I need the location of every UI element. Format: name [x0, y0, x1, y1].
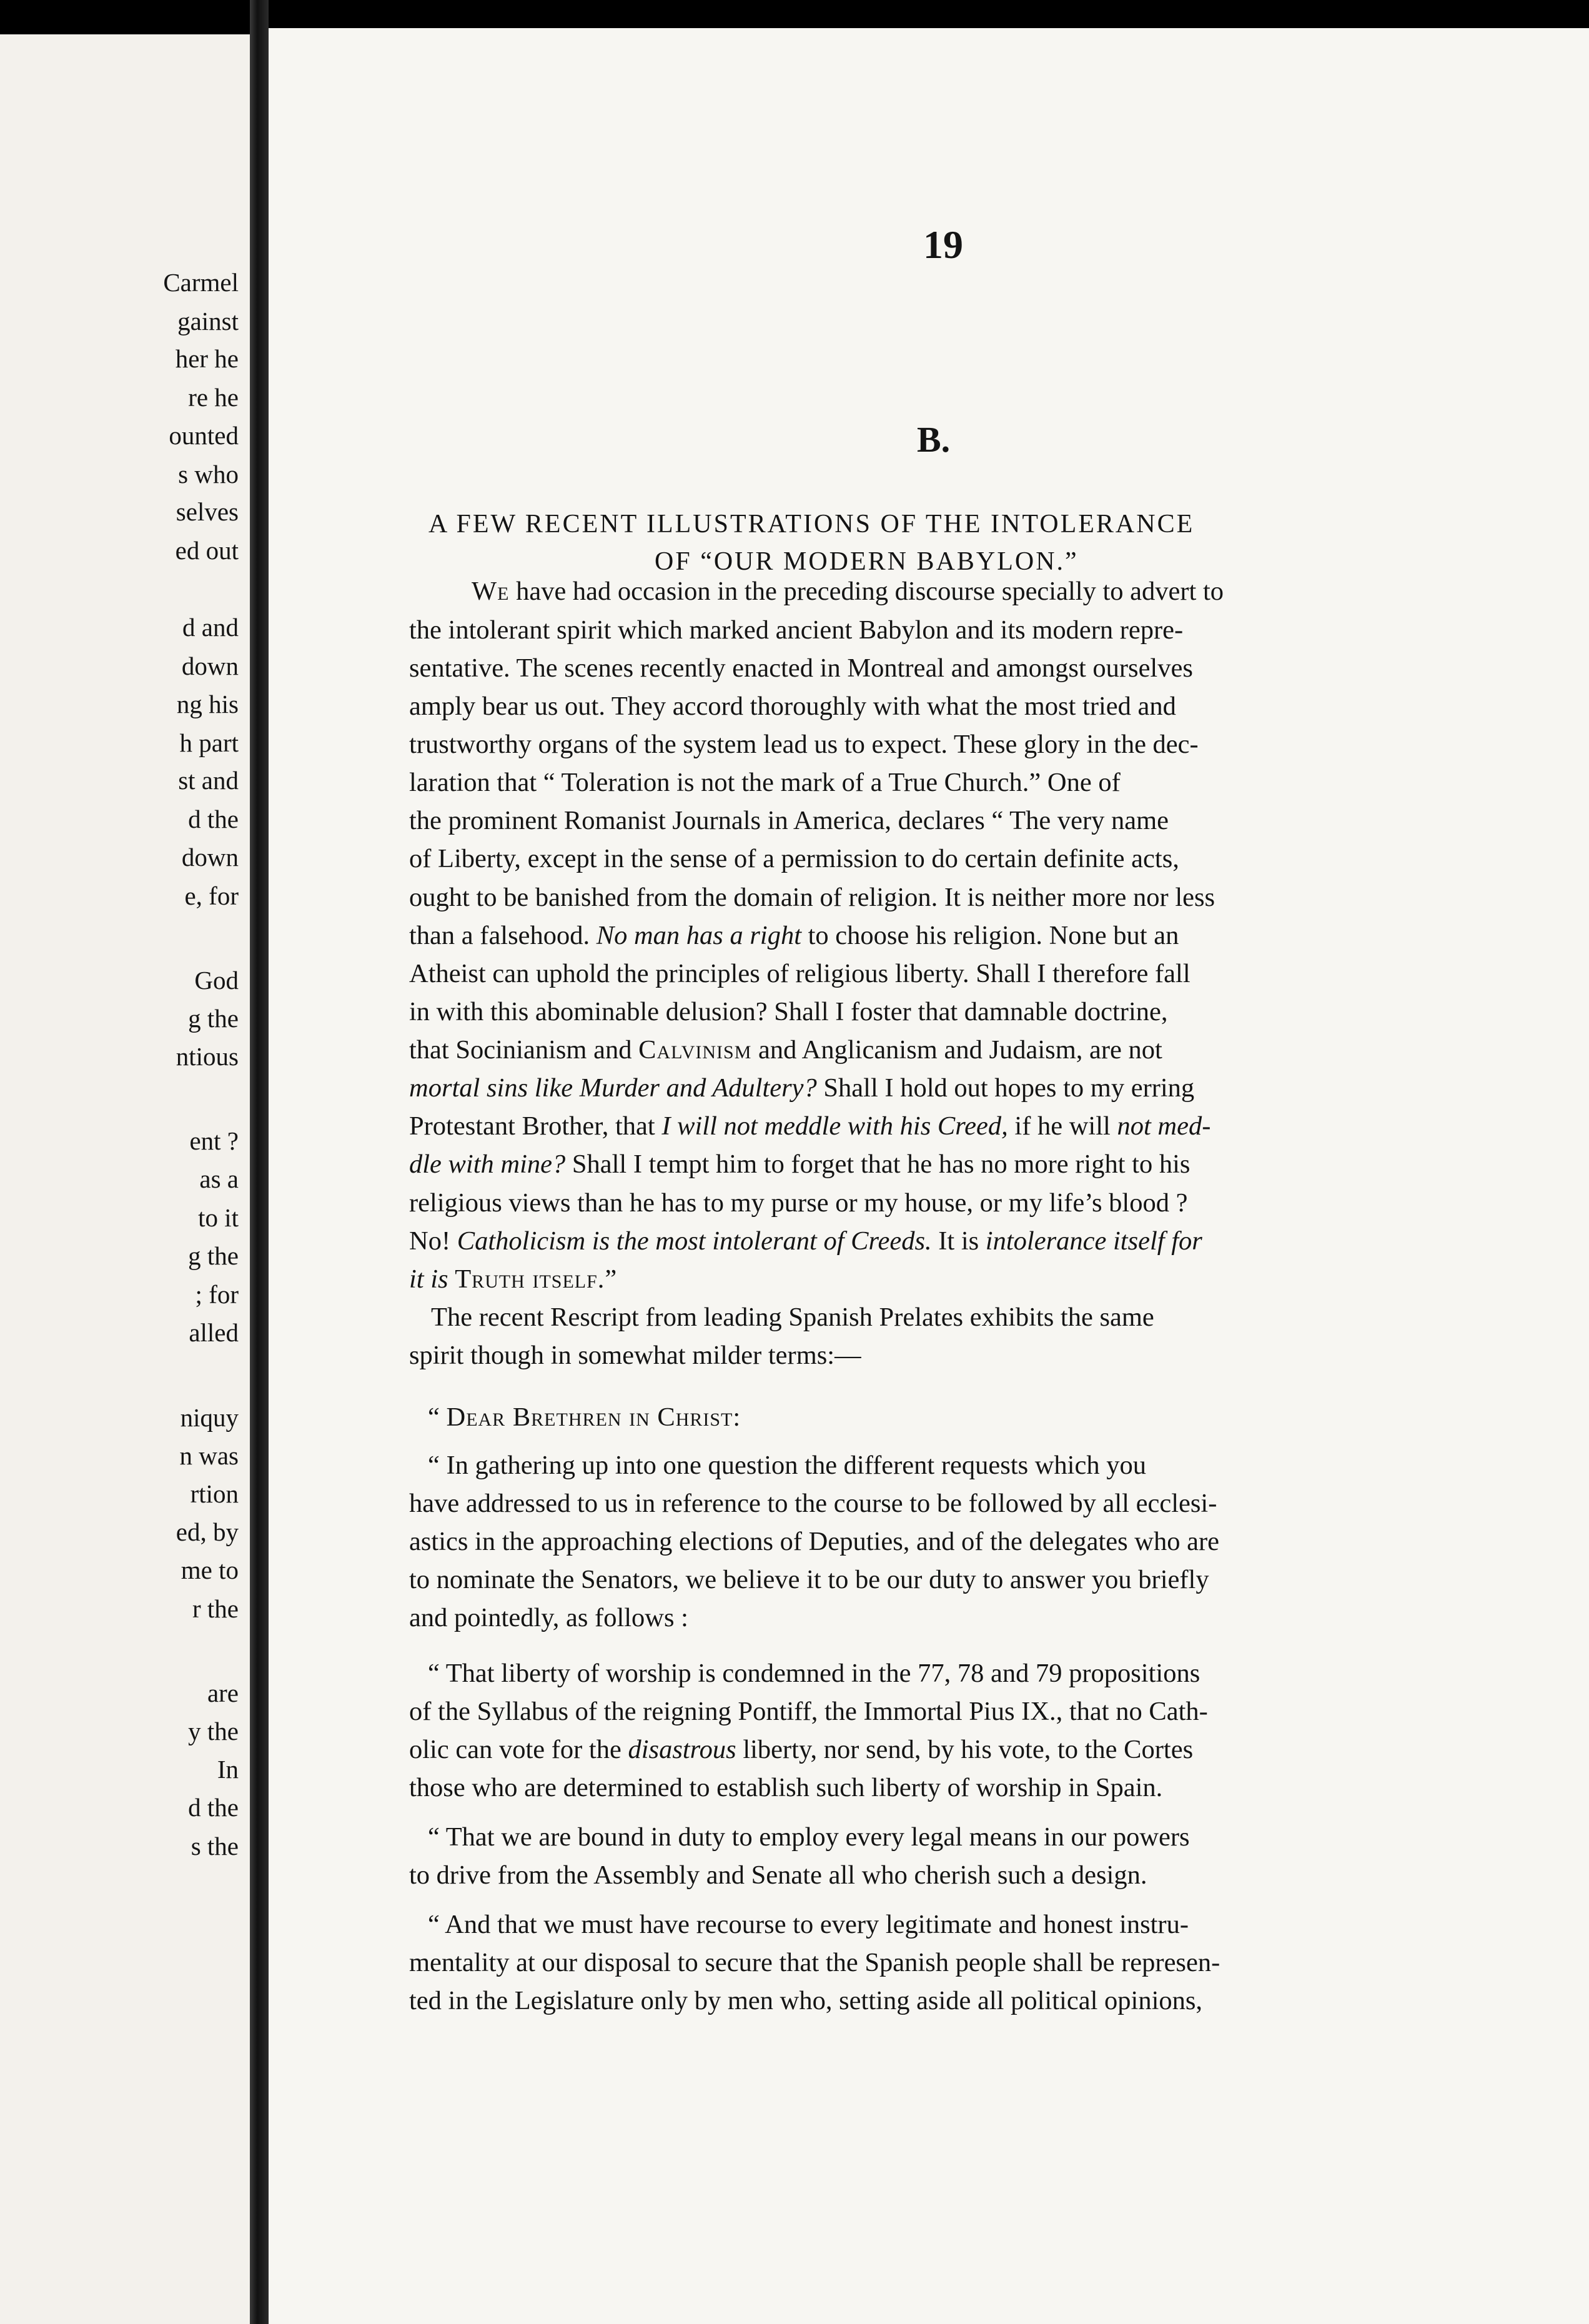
body-text-run: the intolerant spirit which marked ancient Babylon and its modern repre- [409, 615, 1184, 645]
body-text-run: olic can vote for the [409, 1735, 628, 1764]
facing-page-text-fragment: ent ? [189, 1126, 239, 1155]
book-page [269, 28, 1589, 2324]
body-text-run: No! [409, 1226, 457, 1256]
body-text-run: Calvinism [638, 1035, 752, 1065]
facing-page-text-fragment: r the [192, 1594, 239, 1623]
body-text-run: “ That liberty of worship is condemned in the 77, 78 and 79 propositions [428, 1659, 1200, 1688]
facing-page-text-fragment: ng his [176, 690, 239, 718]
body-line [428, 1452, 1146, 1479]
facing-page-text-fragment: down [181, 652, 239, 680]
body-text-run: Shall I tempt him to forget that he has no more right to his [565, 1150, 1191, 1179]
body-line [409, 1950, 1220, 1977]
facing-page-text-fragment: niquy [180, 1403, 239, 1432]
facing-page-text-fragment: ; for [195, 1280, 239, 1309]
facing-page-text-fragment: me to [181, 1556, 239, 1584]
facing-page-text-fragment: In [217, 1755, 239, 1784]
body-line [409, 655, 1193, 682]
body-line [409, 1862, 1147, 1889]
body-text-run: than a falsehood. [409, 921, 596, 950]
body-text-run: astics in the approaching elections of Deputies, and of the delegates who are [409, 1527, 1219, 1556]
body-line [409, 1567, 1209, 1594]
facing-page-text-fragment: g the [188, 1004, 239, 1033]
book-gutter [250, 0, 269, 2324]
facing-page-text-fragment: selves [176, 497, 239, 526]
body-text-run: not med- [1117, 1111, 1211, 1141]
body-text-run: sentative. The scenes recently enacted in Montreal and amongst ourselves [409, 653, 1193, 683]
body-text-run: if he will [1007, 1111, 1117, 1141]
body-line [428, 1404, 741, 1431]
body-line [409, 1343, 861, 1369]
facing-page-text-fragment: to it [198, 1203, 239, 1232]
body-text-run: Truth itself.” [455, 1264, 618, 1294]
body-line [409, 1775, 1162, 1802]
body-text-run: it is [409, 1264, 448, 1294]
body-line [409, 1075, 1194, 1102]
facing-page-text-fragment: s who [178, 460, 239, 489]
facing-page-text-fragment: alled [189, 1318, 239, 1347]
body-text-run: and Anglicanism and Judaism, are not [751, 1035, 1162, 1065]
facing-page-fragment [0, 34, 250, 2324]
body-line [409, 1190, 1187, 1217]
body-line [409, 1151, 1190, 1178]
body-line [428, 1661, 1200, 1687]
body-text-run: ted in the Legislature only by men who, setting aside all political opinions, [409, 1986, 1203, 2015]
body-text-run: Protestant Brother, that [409, 1111, 662, 1141]
facing-page-text-fragment: down [181, 843, 239, 872]
body-text-run: laration that “ Toleration is not the mark of a True Church.” One of [409, 768, 1121, 797]
body-text-run: liberty, nor send, by his vote, to the Cortes [736, 1735, 1194, 1764]
facing-page-text-fragment: s the [191, 1832, 239, 1860]
body-text-run: to choose his religion. None but an [801, 921, 1179, 950]
body-line [409, 1491, 1217, 1517]
facing-page-text-fragment: gainst [177, 307, 239, 335]
body-line [409, 1228, 1202, 1255]
body-line [409, 770, 1121, 797]
facing-page-text-fragment: re he [188, 383, 239, 412]
body-line [428, 1912, 1189, 1939]
body-text-run [448, 1264, 455, 1294]
facing-page-text-fragment: are [207, 1679, 239, 1707]
facing-page-text-fragment: ounted [169, 421, 239, 450]
body-line [409, 1529, 1219, 1556]
body-text-run: Dear Brethren in Christ: [446, 1403, 741, 1432]
section-letter: B. [917, 419, 951, 460]
body-text-run: the prominent Romanist Journals in America, declares “ The very name [409, 806, 1169, 835]
facing-page-text-fragment: her he [175, 344, 239, 373]
body-text-run: trustworthy organs of the system lead us to expect. These glory in the dec- [409, 730, 1199, 759]
body-text-run: intolerance itself for [985, 1226, 1202, 1256]
body-text-run: We [472, 577, 510, 606]
facing-page-text-fragment: ed, by [176, 1517, 239, 1546]
body-text-run: “ [428, 1403, 447, 1432]
facing-page-text-fragment: Carmel [163, 268, 239, 297]
body-text-run: of Liberty, except in the sense of a permission to do certain definite acts, [409, 844, 1179, 873]
facing-page-text-fragment: rtion [190, 1479, 239, 1508]
body-line [409, 961, 1191, 988]
body-text-run: No man has a right [596, 921, 801, 950]
facing-page-text-fragment: g the [188, 1241, 239, 1270]
body-line [409, 732, 1199, 758]
body-line [409, 808, 1169, 835]
body-line [409, 885, 1215, 911]
body-text-run: religious views than he has to my purse or my house, or my life’s blood ? [409, 1188, 1188, 1218]
body-text-run: spirit though in somewhat milder terms:— [409, 1341, 861, 1370]
body-line [409, 1037, 1162, 1064]
body-text-run: Shall I hold out hopes to my erring [816, 1073, 1195, 1103]
body-text-run: to nominate the Senators, we believe it to be our duty to answer you briefly [409, 1565, 1209, 1594]
body-line [409, 1699, 1208, 1726]
body-text-run: Atheist can uphold the principles of religious liberty. Shall I therefore fall [409, 959, 1191, 988]
body-line [409, 923, 1179, 950]
body-text-run: to drive from the Assembly and Senate all who cherish such a design. [409, 1860, 1147, 1890]
facing-page-text-fragment: d the [188, 1793, 239, 1822]
body-line [409, 1988, 1202, 2015]
body-text-run: of the Syllabus of the reigning Pontiff, the Immortal Pius IX., that no Cath- [409, 1697, 1208, 1726]
body-line [431, 1304, 1154, 1331]
facing-page-text-fragment: y the [188, 1717, 239, 1745]
facing-page-text-fragment: d and [182, 613, 239, 642]
facing-page-text-fragment: e, for [184, 881, 239, 910]
body-line [472, 579, 1224, 605]
page-number: 19 [923, 222, 963, 267]
body-text-run: “ And that we must have recourse to every legitimate and honest instru- [428, 1910, 1189, 1939]
body-text-run: have had occasion in the preceding discourse specially to advert to [509, 577, 1224, 606]
facing-page-text-fragment: st and [178, 766, 239, 795]
body-text-run: It is [931, 1226, 986, 1256]
facing-page-text-fragment: as a [199, 1164, 239, 1193]
body-text-run: disastrous [628, 1735, 736, 1764]
body-text-run: ought to be banished from the domain of religion. It is neither more nor less [409, 883, 1215, 912]
body-text-run: Catholicism is the most intolerant of Creeds. [457, 1226, 932, 1256]
body-text-run: I will not meddle with his Creed, [661, 1111, 1008, 1141]
section-title-line-2: OF “OUR MODERN BABYLON.” [655, 547, 1079, 576]
body-text-run: those who are determined to establish such liberty of worship in Spain. [409, 1773, 1163, 1802]
body-text-run: “ In gathering up into one question the different requests which you [428, 1451, 1146, 1480]
body-line [409, 846, 1179, 873]
body-text-run: have addressed to us in reference to the course to be followed by all ecclesi- [409, 1489, 1217, 1518]
body-line [409, 1113, 1210, 1140]
facing-page-text-fragment: n was [179, 1441, 239, 1470]
body-line [409, 693, 1176, 720]
body-line [409, 1737, 1193, 1764]
body-line [409, 1266, 617, 1293]
facing-page-text-fragment: ed out [175, 536, 239, 565]
body-text-run: mentality at our disposal to secure that the Spanish people shall be represen- [409, 1948, 1220, 1977]
body-line [409, 999, 1168, 1026]
body-line [409, 1605, 688, 1632]
body-text-run: and pointedly, as follows : [409, 1603, 688, 1632]
body-text-run: The recent Rescript from leading Spanish Prelates exhibits the same [431, 1303, 1154, 1332]
body-text-run: that Socinianism and [409, 1035, 639, 1065]
body-text-run: in with this abominable delusion? Shall I foster that damnable doctrine, [409, 997, 1168, 1026]
body-line [428, 1824, 1190, 1851]
body-text-run: dle with mine? [409, 1150, 566, 1179]
facing-page-text-fragment: d the [188, 805, 239, 833]
facing-page-text-fragment: ntious [176, 1042, 239, 1071]
body-text-run: mortal sins like Murder and Adultery? [409, 1073, 817, 1103]
body-line [409, 617, 1183, 644]
section-title-line-1: A FEW RECENT ILLUSTRATIONS OF THE INTOLERANCE [428, 510, 1195, 539]
facing-page-text-fragment: h part [179, 728, 239, 757]
body-text-run: “ That we are bound in duty to employ every legal means in our powers [428, 1822, 1190, 1852]
body-text-run: amply bear us out. They accord thoroughly with what the most tried and [409, 692, 1176, 721]
facing-page-text-fragment: God [194, 966, 239, 995]
